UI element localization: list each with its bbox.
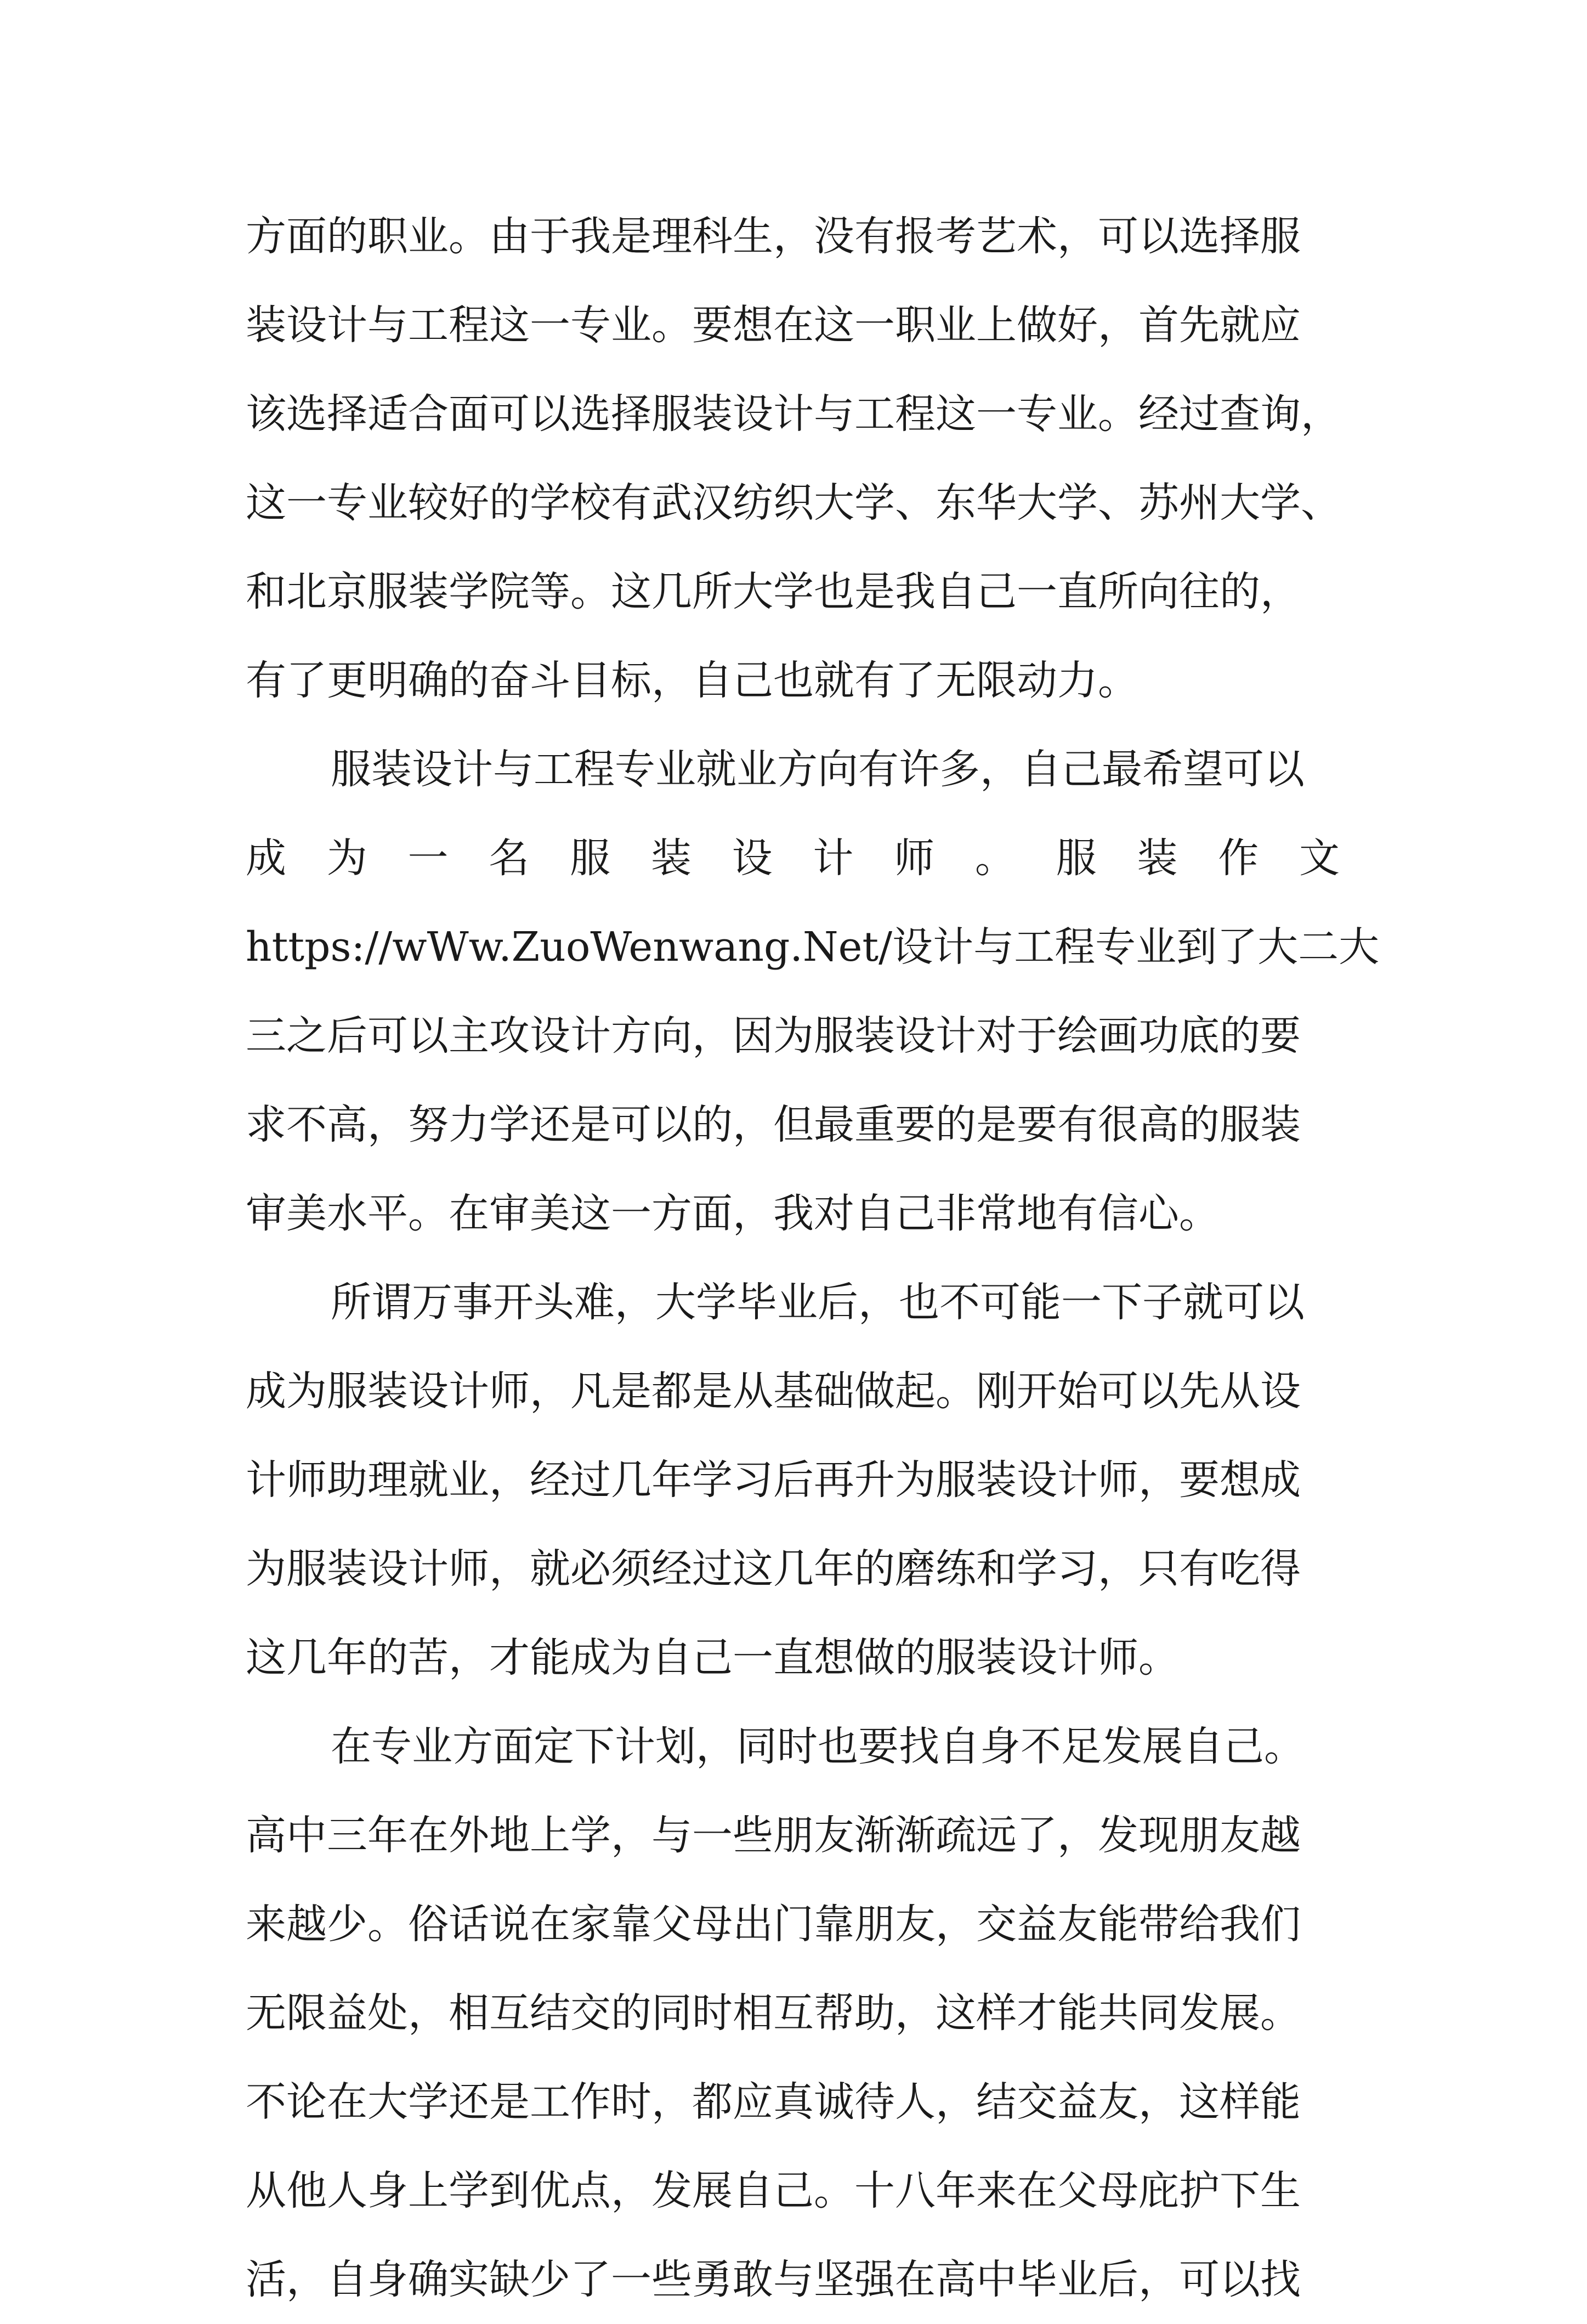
- text-line: 装设计与工程这一专业。要想在这一职业上做好，首先就应: [246, 302, 1301, 349]
- spread-char: 服: [570, 835, 611, 882]
- text-line: 和北京服装学院等。这几所大学也是我自己一直所向往的，: [246, 568, 1301, 615]
- spread-char: 计: [813, 835, 854, 882]
- spread-char: 服: [1056, 835, 1097, 882]
- spread-char: 成: [246, 835, 286, 882]
- text-line: 无限益处，相互结交的同时相互帮助，这样才能共同发展。: [246, 1989, 1301, 2037]
- spread-char: 设: [732, 835, 773, 882]
- body-text: [246, 192, 1380, 2324]
- text-line: 求不高，努力学还是可以的，但最重要的是要有很高的服装: [246, 1101, 1301, 1148]
- text-line: 有了更明确的奋斗目标，自己也就有了无限动力。: [246, 657, 1138, 704]
- spread-char: 一: [407, 835, 449, 882]
- text-line: 高中三年在外地上学，与一些朋友渐渐疏远了，发现朋友越: [246, 1812, 1301, 1859]
- spread-char: 装: [1137, 835, 1178, 882]
- text-line: 成为服装设计师，凡是都是从基础做起。刚开始可以先从设: [246, 1368, 1301, 1415]
- text-line: 三之后可以主攻设计方向，因为服装设计对于绘画功底的要: [246, 1012, 1301, 1059]
- spread-char: 。: [974, 835, 1016, 882]
- spread-char: 文: [1299, 835, 1340, 882]
- text-line: 为服装设计师，就必须经过这几年的磨练和学习，只有吃得: [246, 1545, 1301, 1592]
- spread-text-line: [246, 814, 1340, 903]
- url-text-line: https://wWw.ZuoWenwang.Net/设计与工程专业到了大二大: [246, 923, 1380, 971]
- text-line: 活，自身确实缺少了一些勇敢与坚强在高中毕业后，可以找: [246, 2256, 1301, 2303]
- paragraph-start-line: 所谓万事开头难，大学毕业后，也不可能一下子就可以: [331, 1279, 1305, 1326]
- paragraph-start-line: 在专业方面定下计划，同时也要找自身不足发展自己。: [331, 1723, 1305, 1770]
- text-line: 计师助理就业，经过几年学习后再升为服装设计师，要想成: [246, 1456, 1301, 1504]
- text-line: 该选择适合面可以选择服装设计与工程这一专业。经过查询，: [246, 390, 1341, 438]
- text-line: 方面的职业。由于我是理科生，没有报考艺术，可以选择服: [246, 213, 1301, 260]
- text-line: 这一专业较好的学校有武汉纺织大学、东华大学、苏州大学、: [246, 479, 1341, 526]
- spread-char: 为: [326, 835, 367, 882]
- spread-char: 名: [489, 835, 530, 882]
- spread-char: 师: [894, 835, 935, 882]
- spread-char: 作: [1218, 835, 1259, 882]
- text-line: 来越少。俗话说在家靠父母出门靠朋友，交益友能带给我们: [246, 1901, 1301, 1948]
- text-line: 这几年的苦，才能成为自己一直想做的服装设计师。: [246, 1634, 1179, 1681]
- paragraph-start-line: 服装设计与工程专业就业方向有许多，自己最希望可以: [331, 746, 1305, 793]
- text-line: 不论在大学还是工作时，都应真诚待人，结交益友，这样能: [246, 2078, 1301, 2125]
- text-line: 从他人身上学到优点，发展自己。十八年来在父母庇护下生: [246, 2167, 1301, 2214]
- text-line: 审美水平。在审美这一方面，我对自己非常地有信心。: [246, 1190, 1220, 1237]
- spread-char: 装: [650, 835, 692, 882]
